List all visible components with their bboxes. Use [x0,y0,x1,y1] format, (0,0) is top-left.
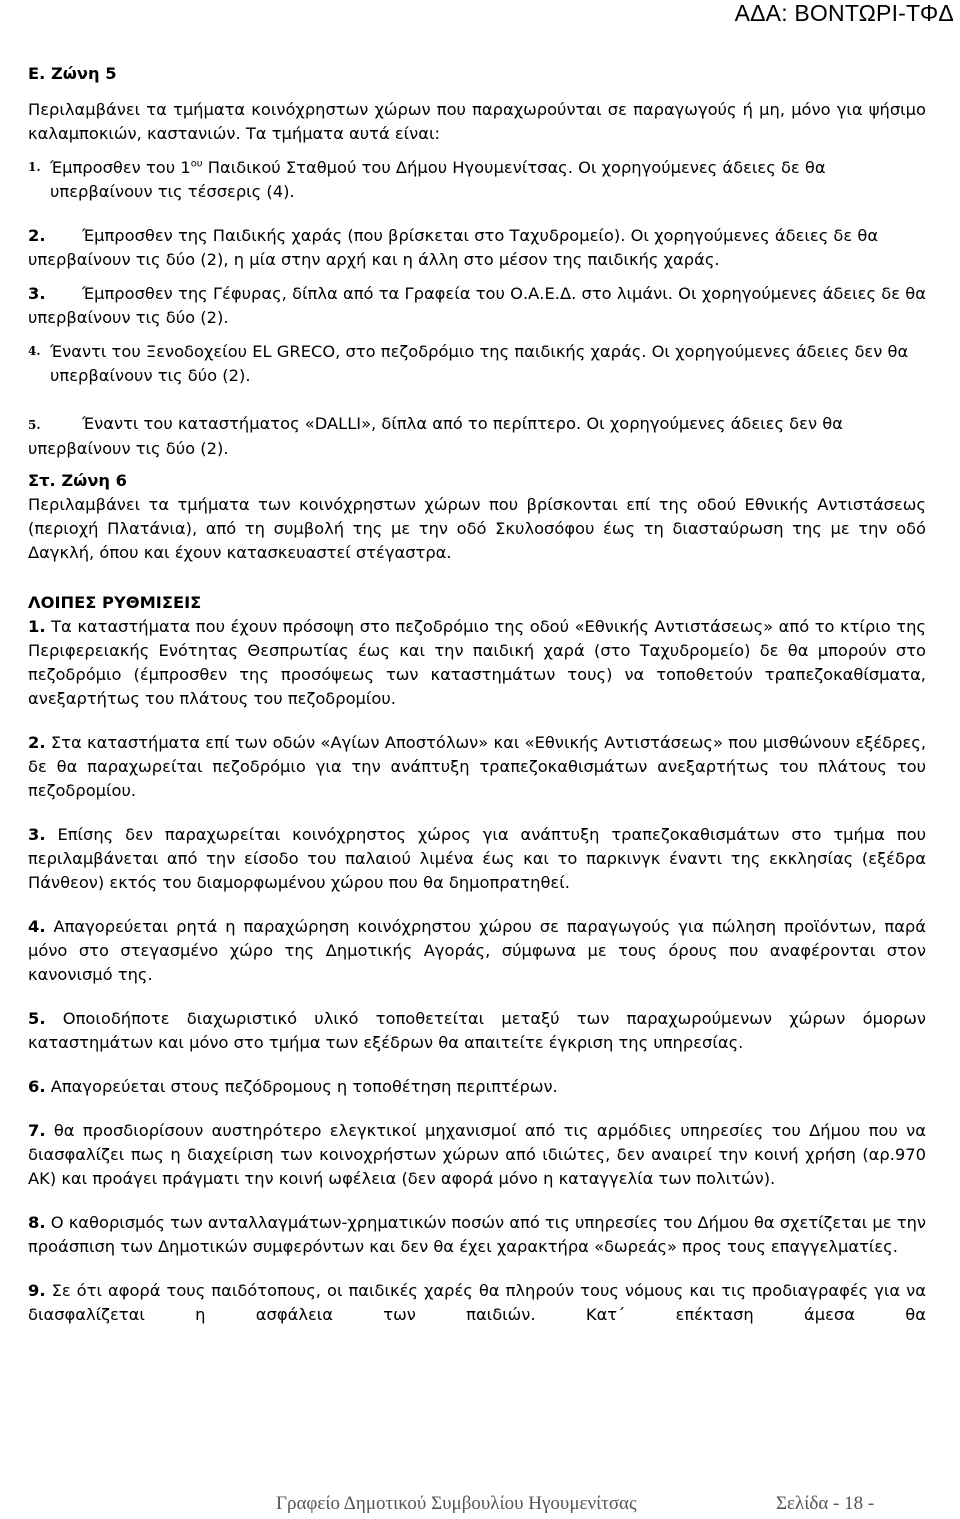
item-number: 4. [28,344,41,358]
rule-item-2: 2. Στα καταστήματα επί των οδών «Αγίων Αποστόλων» και «Εθνικής Αντιστάσεως» που μισθώνουν εξέδρες, δε θα παραχωρείται πεζοδρόμιο για την ανάπτυξη τραπεζοκαθισμάτων ανεξαρτήτως του πλάτους του πεζοδρομίου. [28,733,926,800]
other-rules-title: ΛΟΙΠΕΣ ΡΥΘΜΙΣΕΙΣ [28,593,202,612]
zone5-item-4 [28,340,926,388]
zone5-item-2-text: Έμπροσθεν της Παιδικής χαράς (που βρίσκεται στο Ταχυδρομείο). Οι χορηγούμενες άδειες δε θα υπερβαίνουν τις δύο (2), η μία στην αρχή και η άλλη στο μέσον της παιδικής χαράς. [28,226,879,269]
zone5-intro: Περιλαμβάνει τα τμήματα κοινόχρηστων χώρων που παραχωρούνται σε παραγωγούς ή μη, μόνο για ψήσιμο καλαμποκιών, καστανιών. Τα τμήματα αυτά είναι: [28,100,926,143]
page-footer [0,1493,960,1519]
zone6-text: Περιλαμβάνει τα τμήματα των κοινόχρηστων χώρων που βρίσκονται επί της οδού Εθνικής Αντιστάσεως (περιοχή Πλατάνια), από τη συμβολή της με την οδό Σκυλοσόφου έως τη διασταύρωση της με την οδό Δαγκλή, όπου και έχουν κατασκευαστεί στέγαστρα. [28,495,926,562]
rule-item-8: 8. Ο καθορισμός των ανταλλαγμάτων-χρηματικών ποσών από τις υπηρεσίες του Δήμου θα σχετίζεται με την προάσπιση των Δημοτικών συμφερόντων και δεν θα έχει χαρακτήρα «δωρεάς» προς τους επαγγελματίες. [28,1213,926,1256]
item-text: Έναντι του Ξενοδοχείου EL GRECO, στο πεζοδρόμιο της παιδικής χαράς. Οι χορηγούμενες άδειες δεν θα υπερβαίνουν τις δύο (2). [50,342,909,385]
rule-item-5: 5. Οποιοδήποτε διαχωριστικό υλικό τοποθετείται μεταξύ των παραχωρούμενων χώρων όμορων καταστημάτων και μόνο στο τμήμα των εξέδρων θα απαιτείτε έγκριση της υπηρεσίας. [28,1009,926,1052]
rule-item-7: 7. θα προσδιορίσουν αυστηρότερο ελεγκτικοί μηχανισμοί από τις αρμόδιες υπηρεσίες του Δήμου που να διασφαλίζει πως η διαχείριση των κοινοχρήστων χώρων από ιδιώτες, δεν αναιρεί την κοινή χρήση (αρ.970 ΑΚ) και προάγει πράγματι την κοινή ωφέλεια (δεν αφορά μόνο η καταγγελία των πολιτών). [28,1121,926,1188]
item-number: 1. [28,160,41,174]
page-number: Σελίδα - 18 - [776,1493,875,1514]
document-page [28,62,926,1327]
rule-item-9: 9. Σε ότι αφορά τους παιδότοπους, οι παιδικές χαρές θα πληρούν τους νόμους και τις προδιαγραφές για να διασφαλίζεται η ασφάλεια των παιδιών. Κατ΄ επέκταση άμεσα θα [28,1281,926,1324]
rule-item-6: 6. Απαγορεύεται στους πεζόδρομους η τοποθέτηση περιπτέρων. [28,1077,558,1096]
zone5-item-1 [28,156,926,204]
footer-office: Γραφείο Δημοτικού Συμβουλίου Ηγουμενίτσας [276,1493,637,1514]
zone5-item-5: 5. Έναντι του καταστήματος «DALLI», δίπλα από το περίπτερο. Οι χορηγούμενες άδειες δεν θα υπερβαίνουν τις δύο (2). [28,414,843,458]
zone5-item-3: 3. Έμπροσθεν της Γέφυρας, δίπλα από τα Γραφεία του Ο.Α.Ε.Δ. στο λιμάνι. Οι χορηγούμενες άδειες δε θα υπερβαίνουν τις δύο (2). [28,284,926,327]
rule-item-1: 1. Τα καταστήματα που έχουν πρόσοψη στο πεζοδρόμιο της οδού «Εθνικής Αντιστάσεως» από το κτίριο της Περιφερειακής Ενότητας Θεσπρωτίας έως και την παιδική χαρά (στο Ταχυδρομείο) δε θα μπορούν στο πεζοδρόμιο (έμπροσθεν της προσόψεως των καταστημάτων τους) να τοποθετούν τραπεζοκαθίσματα, ανεξαρτήτως του πλάτους του πεζοδρομίου. [28,617,926,708]
zone5-title: Ε. Ζώνη 5 [28,64,117,83]
item-text: Έμπροσθεν του $1^{o\upsilon}$ Παιδικού Σταθμού του Δήμου Ηγουμενίτσας. Οι χορηγούμενες άδειες δε θα υπερβαίνουν τις τέσσερις (4). [50,158,826,201]
ada-code: ΑΔΑ: ΒΟΝΤΩΡΙ-ΤΦΔ [734,0,954,26]
rule-item-3: 3. Επίσης δεν παραχωρείται κοινόχρηστος χώρος για ανάπτυξη τραπεζοκαθισμάτων στο τμήμα που περιλαμβάνεται από την είσοδο του παλαιού λιμένα έως και το παρκινγκ έναντι της εκκλησίας (εξέδρα Πάνθεον) εκτός του διαμορφωμένου χώρου που θα δημοπρατηθεί. [28,825,926,892]
zone6-title: Στ. Ζώνη 6 [28,471,127,490]
item-number: 2. [28,226,46,245]
rule-item-4: 4. Απαγορεύεται ρητά η παραχώρηση κοινόχρηστου χώρου σε παραγωγούς για πώληση προϊόντων, παρά μόνο στο στεγασμένο χώρο της Δημοτικής Αγοράς, σύμφωνα με τους όρους που αναφέρονται στον κανονισμό της. [28,917,926,984]
